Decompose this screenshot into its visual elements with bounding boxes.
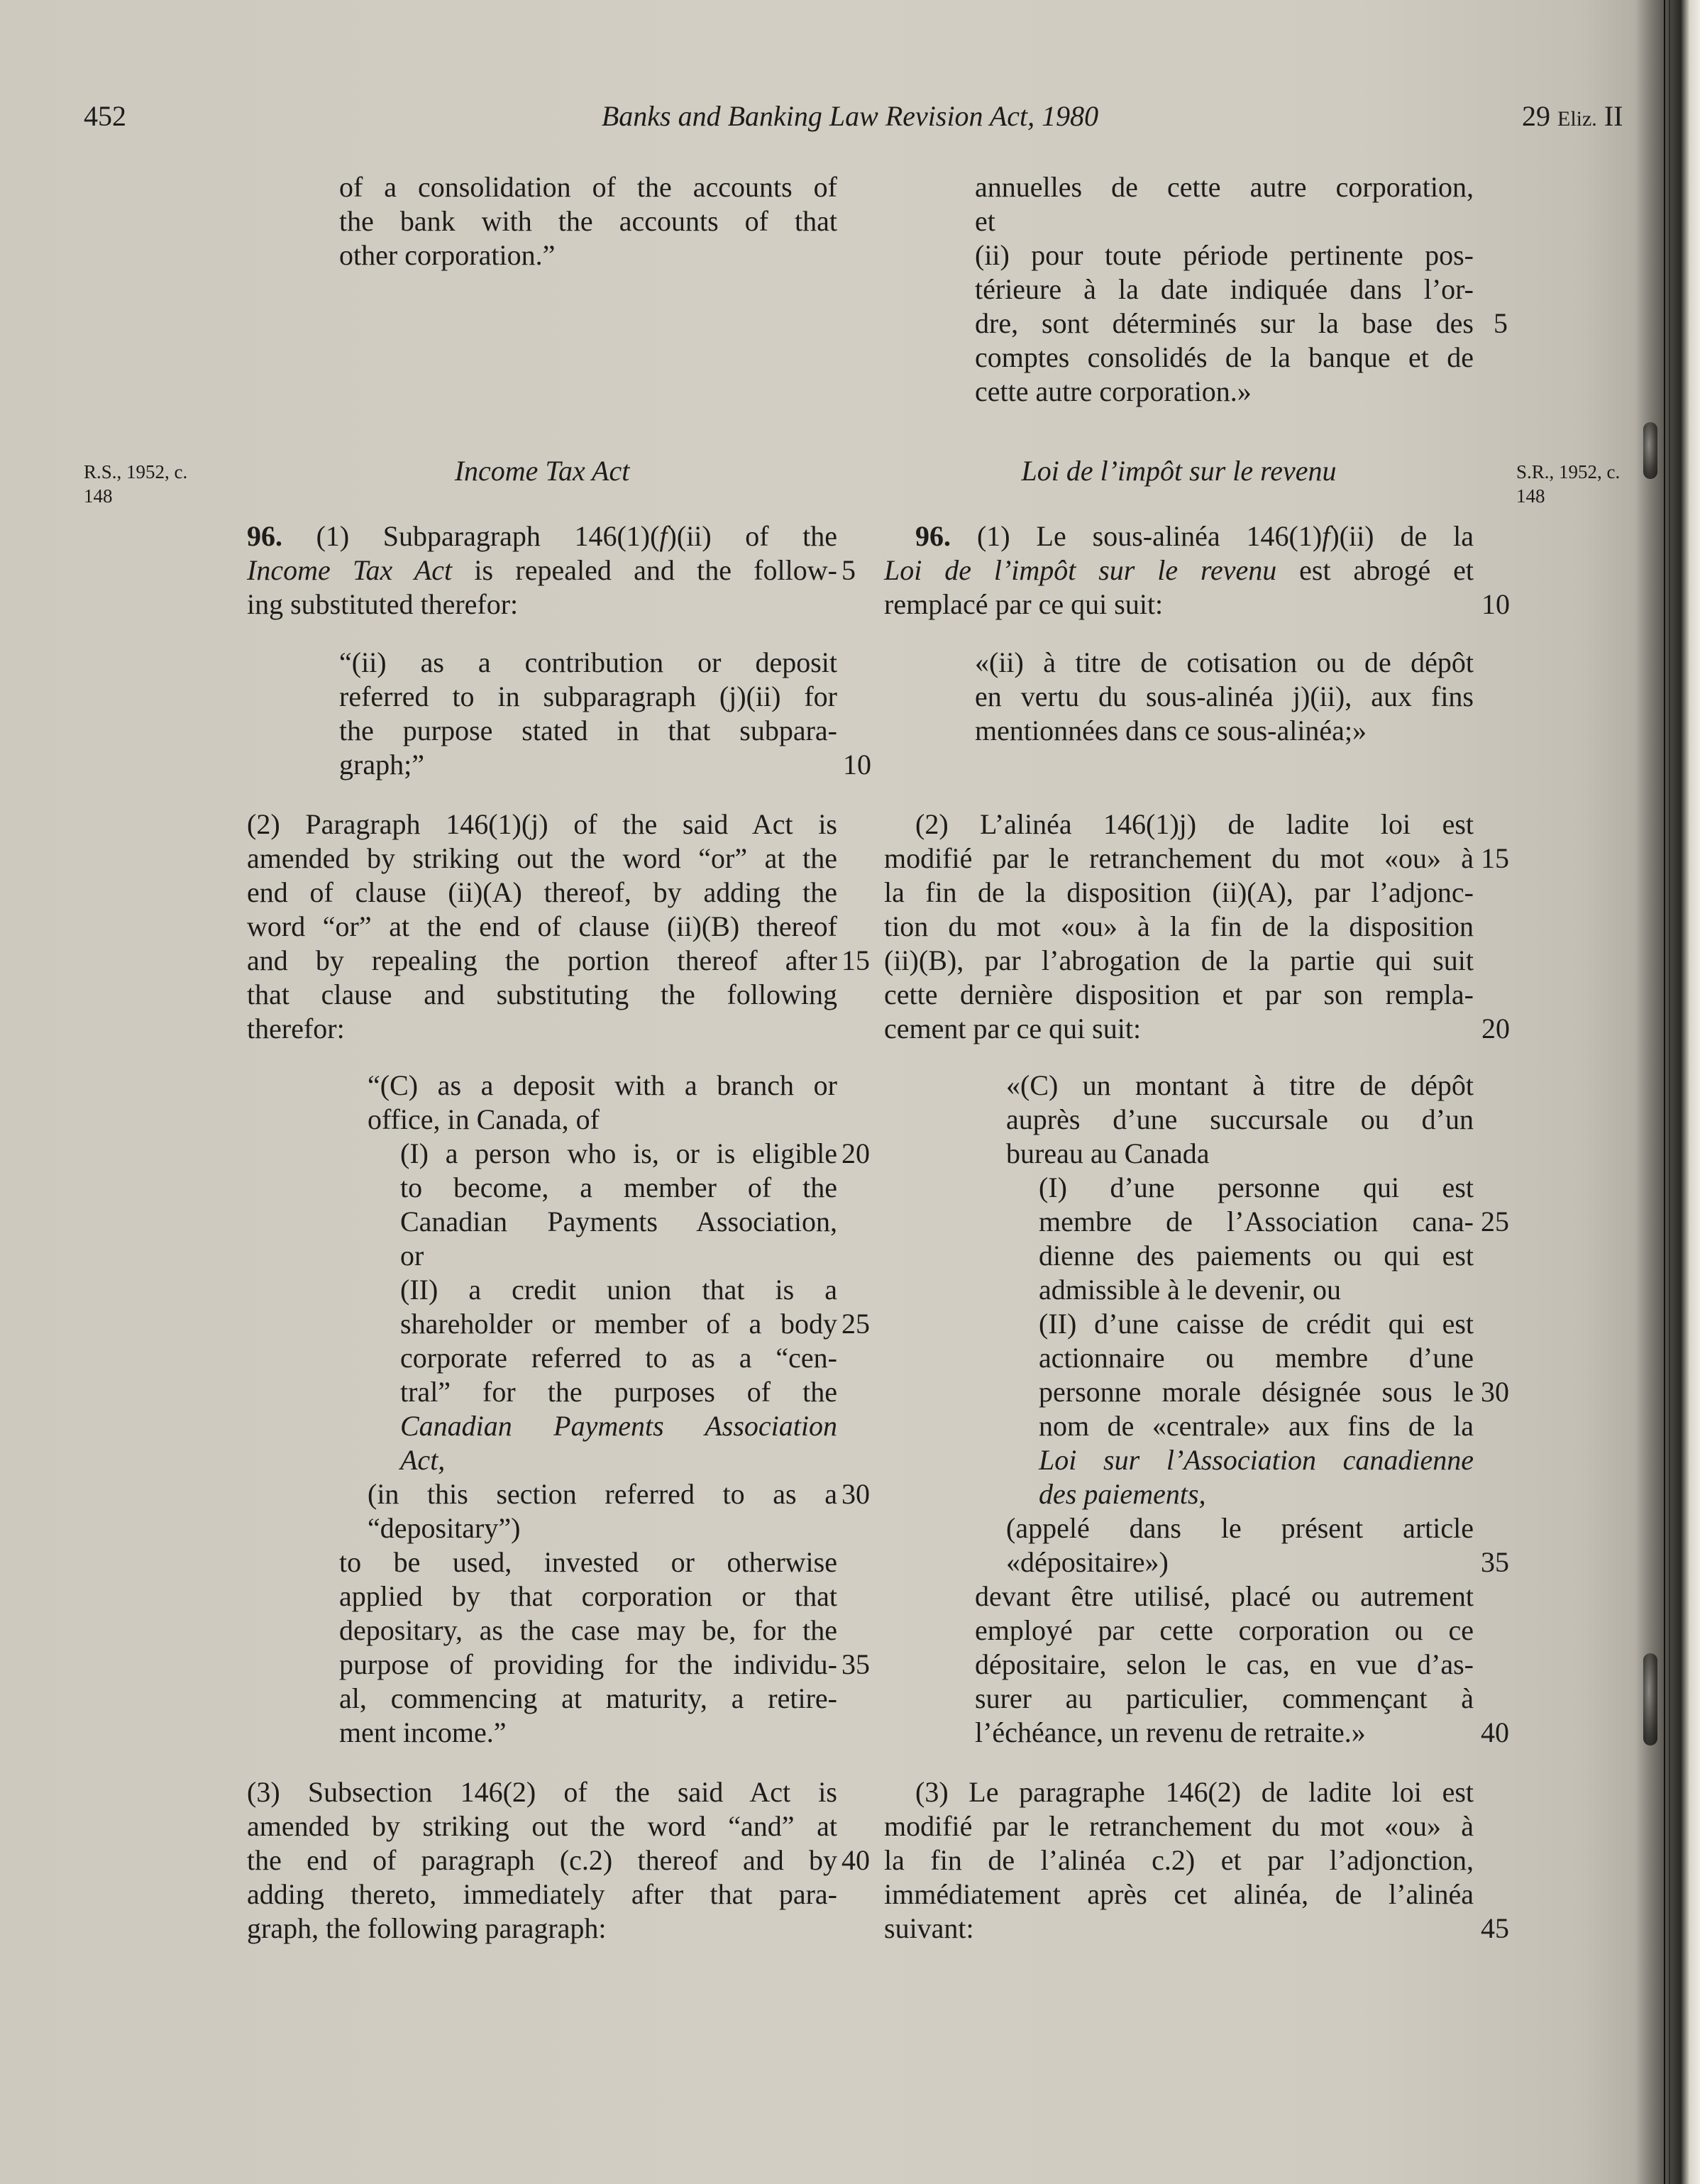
margin-note-line: 148 xyxy=(84,485,113,507)
regnal-year-prefix: 29 xyxy=(1522,100,1557,132)
text-line: ing substituted therefor: xyxy=(247,588,519,620)
text-line: (II) d’une caisse de crédit qui est xyxy=(1039,1308,1474,1340)
inline-italic: Loi de l’impôt sur le revenu xyxy=(884,554,1277,586)
text-line: that clause and substituting the following xyxy=(247,978,837,1010)
text-line: modifié par le retranchement du mot «ou» à xyxy=(884,842,1474,874)
text-line: cette dernière disposition et par son rempla- xyxy=(884,978,1474,1010)
line-number: 40 xyxy=(1481,1716,1509,1748)
section-number: 96. xyxy=(247,520,282,552)
inline-italic: Income Tax Act xyxy=(247,554,453,586)
text-line: or xyxy=(400,1240,424,1272)
page-binding-edge xyxy=(1635,0,1700,2184)
text-line: the end of paragraph (c.2) thereof and by xyxy=(247,1844,837,1876)
text-line: other corporation.” xyxy=(339,239,556,271)
text-line: (I) d’une personne qui est xyxy=(1039,1171,1474,1203)
text-line: dre, sont déterminés sur la base des xyxy=(975,307,1474,339)
text-line: immédiatement après cet alinéa, de l’alinéa xyxy=(884,1878,1474,1910)
line-number: 30 xyxy=(1481,1376,1509,1408)
text-line: “(ii) as a contribution or deposit xyxy=(339,646,837,678)
text-line: Canadian Payments Association xyxy=(400,1410,837,1442)
text-line: of a consolidation of the accounts of xyxy=(339,171,837,203)
text-line: tion du mot «ou» à la fin de la disposition xyxy=(884,910,1474,942)
page-number: 452 xyxy=(84,100,126,132)
text-line: Loi sur l’Association canadienne xyxy=(1039,1444,1474,1476)
text-line: bureau au Canada xyxy=(1006,1137,1210,1169)
text-line: corporate referred to as a “cen- xyxy=(400,1342,837,1374)
text-line: membre de l’Association cana- xyxy=(1039,1206,1474,1237)
text-line: purpose of providing for the individu- xyxy=(339,1648,837,1680)
text-line: (2) L’alinéa 146(1)j) de ladite loi est xyxy=(915,808,1474,840)
inline-text: )(ii) de la xyxy=(1330,520,1474,552)
text-line: and by repealing the portion thereof after xyxy=(247,944,837,976)
text-line: remplacé par ce qui suit: xyxy=(884,588,1164,620)
text-line: modifié par le retranchement du mot «ou» à xyxy=(884,1810,1474,1842)
text-line: (3) Le paragraphe 146(2) de ladite loi est xyxy=(915,1776,1474,1808)
text-line xyxy=(915,519,1474,553)
text-line: surer au particulier, commençant à xyxy=(975,1682,1474,1714)
line-number: 25 xyxy=(841,1308,870,1340)
inline-text: (1) Subparagraph 146(1)( xyxy=(316,520,660,552)
text-line: (3) Subsection 146(2) of the said Act is xyxy=(247,1776,837,1808)
margin-note-line: S.R., 1952, c. xyxy=(1516,461,1621,482)
line-number: 5 xyxy=(841,554,856,586)
text-line: therefor: xyxy=(247,1013,345,1044)
running-title: Banks and Banking Law Revision Act, 1980 xyxy=(601,100,1099,132)
text-line xyxy=(884,553,1474,588)
text-line: (in this section referred to as a xyxy=(368,1478,837,1510)
text-line: tral” for the purposes of the xyxy=(400,1376,837,1408)
text-line: shareholder or member of a body xyxy=(400,1308,837,1340)
text-line: «(C) un montant à titre de dépôt xyxy=(1006,1069,1474,1101)
section-heading: Income Tax Act xyxy=(454,455,630,487)
text-line: mentionnées dans ce sous-alinéa;» xyxy=(975,715,1367,746)
text-line: end of clause (ii)(A) thereof, by adding the xyxy=(247,876,837,908)
text-line: depositary, as the case may be, for the xyxy=(339,1614,837,1646)
inline-italic: f xyxy=(659,520,668,552)
text-line: devant être utilisé, placé ou autrement xyxy=(975,1580,1474,1612)
line-number: 20 xyxy=(1481,1013,1510,1044)
inline-italic: f xyxy=(1322,520,1330,552)
regnal-year-suffix: II xyxy=(1596,100,1623,132)
text-line: (II) a credit union that is a xyxy=(400,1274,837,1306)
inline-text: is repealed and the follow- xyxy=(452,554,837,586)
text-line: ment income.” xyxy=(339,1716,507,1748)
text-line: actionnaire ou membre d’une xyxy=(1039,1342,1474,1374)
inline-text: (1) Le sous-alinéa 146(1) xyxy=(976,520,1323,552)
text-line: nom de «centrale» aux fins de la xyxy=(1039,1410,1474,1442)
line-number: 15 xyxy=(841,944,870,976)
regnal-year xyxy=(1522,99,1623,133)
line-number: 5 xyxy=(1494,307,1508,339)
text-line: auprès d’une succursale ou d’un xyxy=(1006,1103,1474,1135)
text-line xyxy=(247,519,837,553)
margin-note-line: R.S., 1952, c. xyxy=(84,461,188,482)
text-line: et xyxy=(975,205,995,237)
text-line: Act, xyxy=(400,1444,446,1476)
text-line: cette autre corporation.» xyxy=(975,375,1252,407)
line-number: 30 xyxy=(841,1478,870,1510)
text-line: applied by that corporation or that xyxy=(339,1580,837,1612)
text-line: (2) Paragraph 146(1)(j) of the said Act is xyxy=(247,808,837,840)
text-line: graph, the following paragraph: xyxy=(247,1912,607,1944)
text-line: l’échéance, un revenu de retraite.» xyxy=(975,1716,1366,1748)
text-line: térieure à la date indiquée dans l’or- xyxy=(975,273,1474,305)
text-line: the purpose stated in that subpara- xyxy=(339,715,837,746)
line-number: 35 xyxy=(841,1648,870,1680)
text-line: the bank with the accounts of that xyxy=(339,205,837,237)
section-number: 96. xyxy=(915,520,951,552)
binding-shadow-line xyxy=(1664,0,1665,2184)
text-line: Canadian Payments Association, xyxy=(400,1206,837,1237)
inline-text: est abrogé et xyxy=(1276,554,1474,586)
text-line: dépositaire, selon le cas, en vue d’as- xyxy=(975,1648,1474,1680)
text-line: referred to in subparagraph (j)(ii) for xyxy=(339,680,837,712)
line-number: 10 xyxy=(1481,588,1510,620)
text-line: to become, a member of the xyxy=(400,1171,837,1203)
text-line: cement par ce qui suit: xyxy=(884,1013,1142,1044)
text-line: graph;” xyxy=(339,749,424,781)
text-line: la fin de l’alinéa c.2) et par l’adjonction, xyxy=(884,1844,1474,1876)
text-line: word “or” at the end of clause (ii)(B) thereof xyxy=(247,910,837,942)
text-line: personne morale désignée sous le xyxy=(1039,1376,1474,1408)
text-line: (I) a person who is, or is eligible xyxy=(400,1137,837,1169)
text-line: «dépositaire») xyxy=(1006,1546,1169,1578)
text-line: al, commencing at maturity, a retire- xyxy=(339,1682,837,1714)
text-line: adding thereto, immediately after that para- xyxy=(247,1878,837,1910)
text-line: «(ii) à titre de cotisation ou de dépôt xyxy=(975,646,1474,678)
text-line: des paiements, xyxy=(1039,1478,1206,1510)
section-heading: Loi de l’impôt sur le revenu xyxy=(1021,455,1337,487)
text-line: “(C) as a deposit with a branch or xyxy=(368,1069,837,1101)
binding-shadow-line xyxy=(1669,0,1670,2184)
text-line: amended by striking out the word “and” at xyxy=(247,1810,837,1842)
text-line xyxy=(247,553,837,588)
text-line: en vertu du sous-alinéa j)(ii), aux fins xyxy=(975,680,1474,712)
text-line: dienne des paiements ou qui est xyxy=(1039,1240,1474,1272)
line-number: 20 xyxy=(841,1137,870,1169)
line-number: 10 xyxy=(843,749,871,781)
inline-text: )(ii) of the xyxy=(667,520,838,552)
text-line: (appelé dans le présent article xyxy=(1006,1512,1474,1544)
text-line: amended by striking out the word “or” at the xyxy=(247,842,837,874)
text-line: (ii) pour toute période pertinente pos- xyxy=(975,239,1474,271)
binding-staple xyxy=(1643,1653,1657,1745)
line-number: 15 xyxy=(1481,842,1509,874)
text-line: annuelles de cette autre corporation, xyxy=(975,171,1474,203)
text-line: comptes consolidés de la banque et de xyxy=(975,341,1474,373)
line-number: 40 xyxy=(841,1844,870,1876)
binding-staple xyxy=(1643,422,1657,479)
text-line: admissible à le devenir, ou xyxy=(1039,1274,1342,1306)
text-line: la fin de la disposition (ii)(A), par l’adjonc- xyxy=(884,876,1474,908)
margin-note-line: 148 xyxy=(1516,485,1545,507)
margin-note-left xyxy=(84,460,187,508)
text-line: to be used, invested or otherwise xyxy=(339,1546,837,1578)
text-line: (ii)(B), par l’abrogation de la partie qui suit xyxy=(884,944,1474,976)
margin-note-right xyxy=(1516,460,1620,508)
text-line: “depositary”) xyxy=(368,1512,521,1544)
line-number: 45 xyxy=(1481,1912,1509,1944)
regnal-year-sovereign: Eliz. xyxy=(1557,107,1597,131)
text-line: employé par cette corporation ou ce xyxy=(975,1614,1474,1646)
line-number: 25 xyxy=(1481,1206,1509,1237)
text-line: office, in Canada, of xyxy=(368,1103,600,1135)
text-line: suivant: xyxy=(884,1912,974,1944)
line-number: 35 xyxy=(1481,1546,1509,1578)
